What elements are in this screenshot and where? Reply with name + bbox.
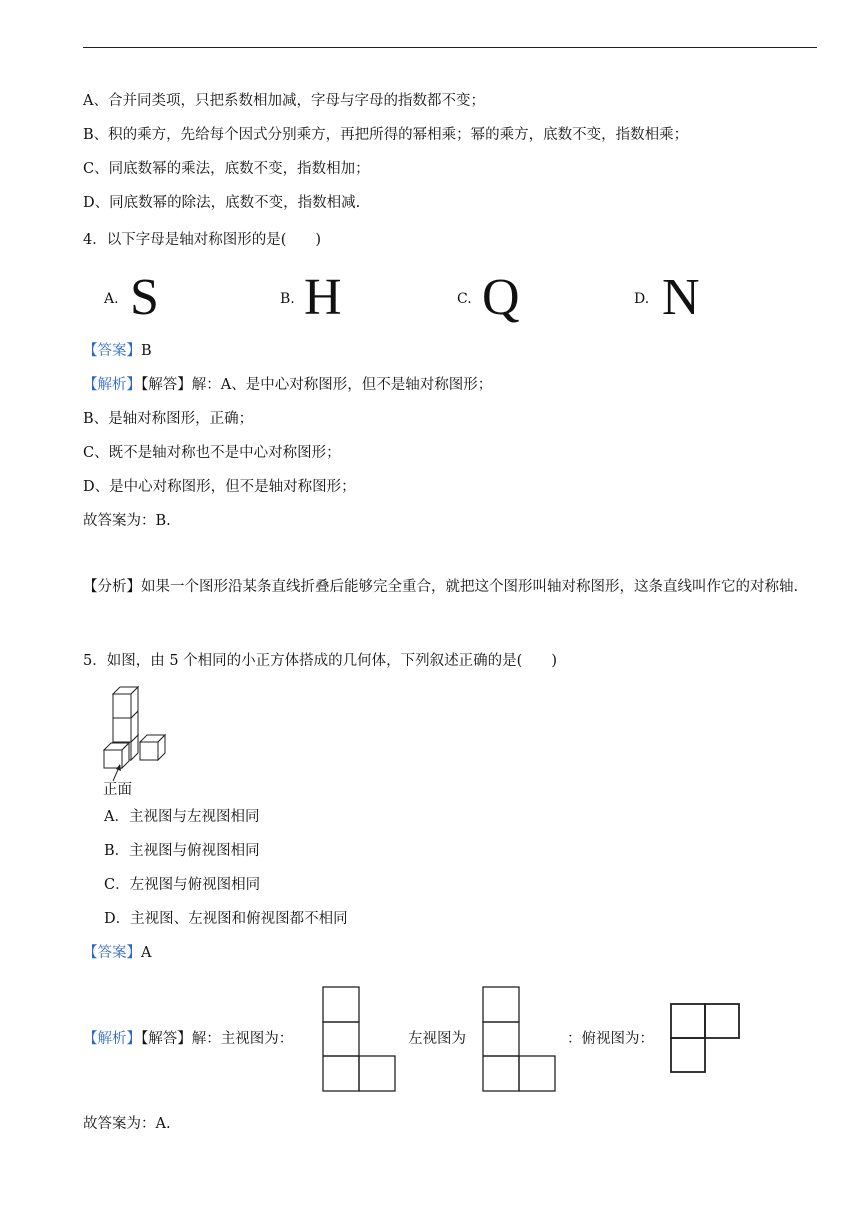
question-5-conclusion: 故答案为：A. (83, 1116, 171, 1132)
option-d-label: D. (634, 291, 650, 307)
question-5-answer (83, 943, 151, 963)
question-4-answer (83, 341, 152, 361)
question-5-analysis (83, 1029, 293, 1049)
option-c-label: C. (457, 291, 472, 307)
question-4-analysis (83, 375, 492, 395)
q5-option-a: A．主视图与左视图相同 (104, 809, 260, 825)
option-d-letter: N (662, 269, 700, 326)
rule-line-c: C、同底数幂的乘法，底数不变，指数相加； (83, 161, 370, 177)
left-view-label: 左视图为 (408, 1031, 466, 1047)
q5-option-d: D．主视图、左视图和俯视图都不相同 (104, 911, 348, 927)
rule-line-d: D、同底数幂的除法，底数不变，指数相减. (83, 195, 361, 211)
q5-option-c: C．左视图与俯视图相同 (104, 877, 261, 893)
analysis-main: 【解答】解：主视图为： (141, 1031, 294, 1047)
analysis-head: 【解答】解：A、是中心对称图形，但不是轴对称图形； (141, 377, 493, 393)
option-b-label: B. (280, 291, 295, 307)
answer-tag-5: 【答案】 (83, 945, 141, 961)
front-view-figure (322, 986, 398, 1092)
question-4-fenxi: 【分析】如果一个图形沿某条直线折叠后能够完全重合，就把这个图形叫轴对称图形，这条直线叫作它的对称轴. (83, 579, 799, 595)
answer-value-5: A (141, 945, 152, 961)
analysis-line-b: B、是轴对称图形，正确； (83, 411, 254, 427)
header-rule (83, 47, 817, 48)
analysis-tag-5: 【解析】 (83, 1031, 141, 1047)
left-view-figure (482, 986, 558, 1092)
option-c-letter: Q (482, 269, 520, 326)
analysis-line-c: C、既不是轴对称也不是中心对称图形； (83, 445, 341, 461)
option-a-label: A. (104, 291, 119, 307)
top-view-figure (670, 1003, 742, 1075)
analysis-conclusion: 故答案为：B. (83, 513, 171, 529)
option-a-letter: S (130, 269, 159, 326)
top-view-label: ：俯视图为： (567, 1031, 654, 1047)
analysis-line-d: D、是中心对称图形，但不是轴对称图形； (83, 479, 356, 495)
cube-solid-figure (100, 684, 180, 774)
analysis-tag: 【解析】 (83, 377, 141, 393)
rule-line-a: A、合并同类项，只把系数相加减，字母与字母的指数都不变； (83, 93, 485, 109)
front-label: 正面 (103, 782, 132, 798)
rule-line-b: B、积的乘方，先给每个因式分别乘方，再把所得的幂相乘；幂的乘方，底数不变，指数相乘； (83, 127, 689, 143)
answer-value: B (141, 343, 152, 359)
answer-tag: 【答案】 (83, 343, 141, 359)
option-b-letter: H (304, 269, 342, 326)
question-4-stem: 4．以下字母是轴对称图形的是( ) (83, 232, 322, 248)
question-5-stem: 5．如图，由 5 个相同的小正方体搭成的几何体，下列叙述正确的是( ) (83, 653, 557, 669)
q5-option-b: B．主视图与俯视图相同 (104, 843, 260, 859)
